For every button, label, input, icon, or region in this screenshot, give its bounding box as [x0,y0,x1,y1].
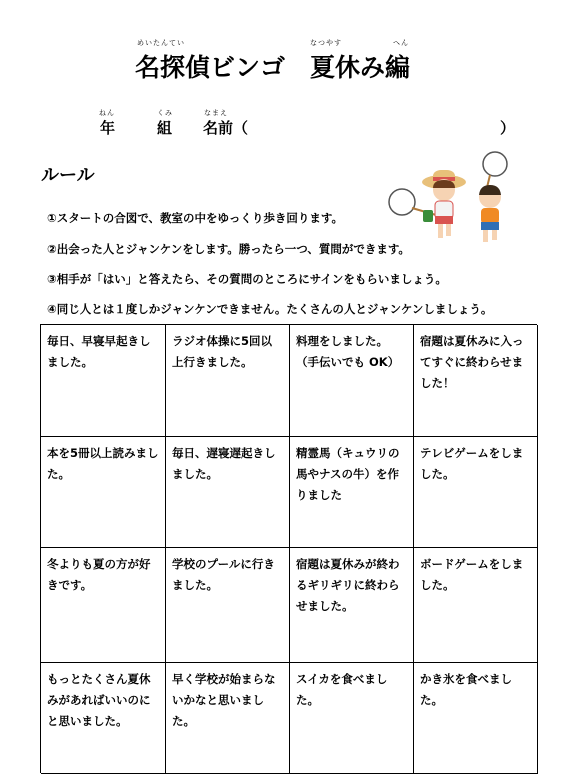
bingo-cell[interactable]: 宿題は夏休みに入ってすぐに終わらせました！ [414,325,538,437]
name-label: 名前（ [203,119,249,137]
rules-heading: ルール [41,165,95,186]
bingo-cell[interactable]: 学校のプールに行きました。 [166,548,290,663]
bingo-cell[interactable]: ボードゲームをしました。 [414,548,538,663]
kids-with-butterfly-nets-illustration [386,150,536,250]
bingo-cell[interactable]: もっとたくさん夏休みがあればいいのにと思いました。 [41,663,166,774]
rule-item: ①スタートの合図で、教室の中をゆっくり歩き回ります。 [47,211,343,225]
net-icon [483,152,507,176]
bingo-cell[interactable]: 早く学校が始まらないかなと思いました。 [166,663,290,774]
bingo-cell[interactable]: 冬よりも夏の方が好きです。 [41,548,166,663]
bingo-cell[interactable]: 料理をしました。 （手伝いでも OK） [290,325,414,437]
class-label: 組 [157,119,173,137]
year-label: 年 [100,119,116,137]
bingo-cell[interactable]: 精霊馬（キュウリの馬やナスの牛）を作りました [290,437,414,548]
rule-item: ③相手が「はい」と答えたら、その質問のところにサインをもらいましょう。 [47,272,447,286]
bingo-cell[interactable]: 宿題は夏休みが終わるギリギリに終わらせました。 [290,548,414,663]
page-title: 名探偵ビンゴ 夏休み編 [135,53,411,82]
name-ruby: くみ [157,109,173,117]
bingo-cell[interactable]: 毎日、早寝早起きしました。 [41,325,166,437]
net-icon [389,189,415,215]
bingo-cell[interactable]: 毎日、遅寝遅起きしました。 [166,437,290,548]
name-ruby: なまえ [204,109,228,117]
bingo-cell[interactable]: かき氷を食べました。 [414,663,538,774]
title-ruby: なつやす [310,39,342,47]
title-ruby: へん [393,39,409,47]
bingo-cell[interactable]: スイカを食べました。 [290,663,414,774]
bingo-cell[interactable]: ラジオ体操に5回以上行きました。 [166,325,290,437]
rule-item: ④同じ人とは１度しかジャンケンできません。たくさんの人とジャンケンしましょう。 [47,302,493,316]
rule-item: ②出会った人とジャンケンをします。勝ったら一つ、質問ができます。 [47,242,410,256]
bingo-cell[interactable]: 本を5冊以上読みました。 [41,437,166,548]
bingo-grid [40,324,537,773]
name-close-paren: ） [500,119,516,137]
bingo-cell[interactable]: テレビゲームをしました。 [414,437,538,548]
title-ruby: めいたんてい [137,39,185,47]
name-ruby: ねん [99,109,115,117]
